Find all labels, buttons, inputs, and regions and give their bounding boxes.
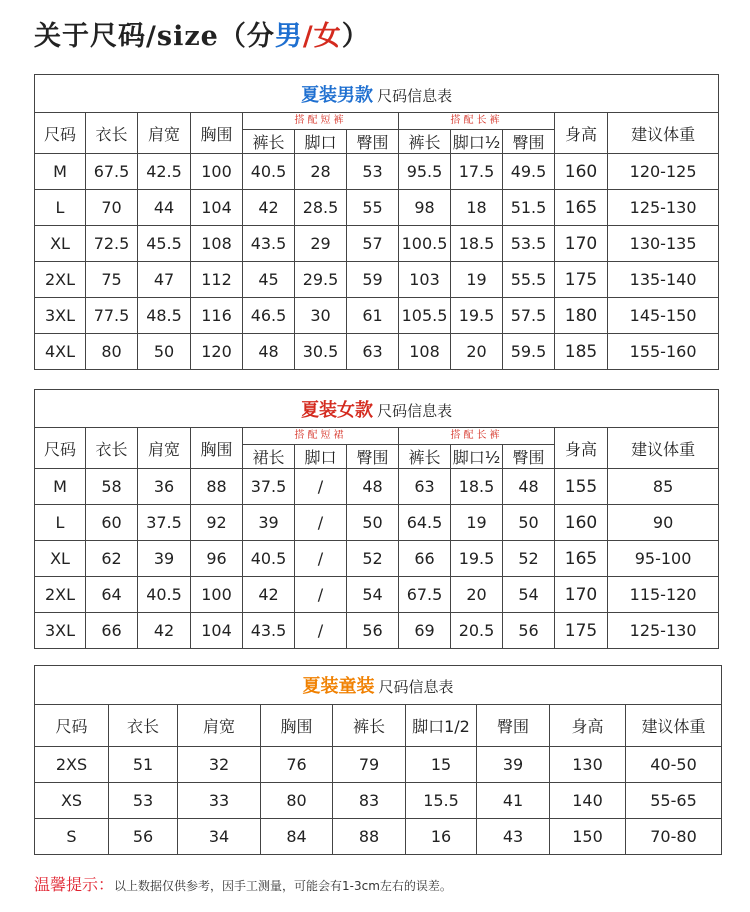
table-row xyxy=(35,154,719,190)
value-cell: 125-130 xyxy=(608,613,719,649)
title-open: （ xyxy=(218,21,247,52)
value-cell: 40-50 xyxy=(626,747,722,783)
header-cell: 尺码 xyxy=(35,113,86,154)
title-close: ） xyxy=(341,21,370,52)
value-cell: 112 xyxy=(191,262,243,298)
header-cell: 建议体重 xyxy=(626,705,722,747)
size-cell: 3XL xyxy=(35,298,86,334)
value-cell: 100 xyxy=(191,154,243,190)
size-cell: XL xyxy=(35,226,86,262)
header-cell: 裤长 xyxy=(243,130,295,154)
value-cell: 56 xyxy=(109,819,178,855)
value-cell: 59 xyxy=(347,262,399,298)
value-cell: / xyxy=(295,469,347,505)
header-cell: 臀围 xyxy=(503,445,555,469)
value-cell: 55-65 xyxy=(626,783,722,819)
header-cell: 身高 xyxy=(555,113,608,154)
table-row xyxy=(35,747,722,783)
value-cell: 70-80 xyxy=(626,819,722,855)
value-cell: 120-125 xyxy=(608,154,719,190)
value-cell: 42.5 xyxy=(138,154,191,190)
value-cell: 104 xyxy=(191,613,243,649)
header-cell: 裤长 xyxy=(333,705,406,747)
value-cell: 160 xyxy=(555,154,608,190)
men-title-colored: 夏装男款 xyxy=(301,84,374,106)
value-cell: 67.5 xyxy=(399,577,451,613)
value-cell: 40.5 xyxy=(138,577,191,613)
kids-table-title xyxy=(35,666,722,705)
value-cell: 92 xyxy=(191,505,243,541)
value-cell: 120 xyxy=(191,334,243,370)
value-cell: 33 xyxy=(178,783,261,819)
header-cell: 臀围 xyxy=(477,705,550,747)
size-cell: 2XS xyxy=(35,747,109,783)
size-cell: 4XL xyxy=(35,334,86,370)
kids-title-colored: 夏装童装 xyxy=(302,676,375,697)
women-skirt-group: 搭配短裙 xyxy=(243,428,399,445)
value-cell: 130-135 xyxy=(608,226,719,262)
value-cell: 42 xyxy=(138,613,191,649)
value-cell: 165 xyxy=(555,190,608,226)
value-cell: 55 xyxy=(347,190,399,226)
value-cell: 79 xyxy=(333,747,406,783)
value-cell: 165 xyxy=(555,541,608,577)
value-cell: 29.5 xyxy=(295,262,347,298)
value-cell: 58 xyxy=(86,469,138,505)
header-cell: 尺码 xyxy=(35,705,109,747)
value-cell: 56 xyxy=(503,613,555,649)
value-cell: 29 xyxy=(295,226,347,262)
value-cell: 80 xyxy=(86,334,138,370)
size-cell: XS xyxy=(35,783,109,819)
value-cell: 37.5 xyxy=(138,505,191,541)
header-cell: 胸围 xyxy=(191,113,243,154)
header-cell: 裤长 xyxy=(399,130,451,154)
value-cell: 175 xyxy=(555,262,608,298)
size-cell: L xyxy=(35,190,86,226)
value-cell: 105.5 xyxy=(399,298,451,334)
header-cell: 建议体重 xyxy=(608,428,719,469)
value-cell: 135-140 xyxy=(608,262,719,298)
value-cell: 80 xyxy=(261,783,333,819)
value-cell: 20 xyxy=(451,577,503,613)
header-cell: 建议体重 xyxy=(608,113,719,154)
size-cell: L xyxy=(35,505,86,541)
value-cell: 77.5 xyxy=(86,298,138,334)
table-row xyxy=(35,298,719,334)
value-cell: 45.5 xyxy=(138,226,191,262)
value-cell: 20 xyxy=(451,334,503,370)
size-cell: 2XL xyxy=(35,262,86,298)
size-cell: M xyxy=(35,154,86,190)
value-cell: 44 xyxy=(138,190,191,226)
table-row xyxy=(35,541,719,577)
value-cell: 116 xyxy=(191,298,243,334)
header-cell: 衣长 xyxy=(109,705,178,747)
value-cell: 72.5 xyxy=(86,226,138,262)
value-cell: 17.5 xyxy=(451,154,503,190)
value-cell: 20.5 xyxy=(451,613,503,649)
value-cell: / xyxy=(295,505,347,541)
value-cell: 59.5 xyxy=(503,334,555,370)
table-row xyxy=(35,190,719,226)
value-cell: 37.5 xyxy=(243,469,295,505)
table-row xyxy=(35,226,719,262)
men-size-table xyxy=(34,74,719,370)
header-cell: 胸围 xyxy=(191,428,243,469)
value-cell: 56 xyxy=(347,613,399,649)
men-long-pants-group: 搭配长裤 xyxy=(399,113,555,130)
value-cell: 66 xyxy=(86,613,138,649)
value-cell: 61 xyxy=(347,298,399,334)
value-cell: 54 xyxy=(347,577,399,613)
size-cell: S xyxy=(35,819,109,855)
value-cell: 30 xyxy=(295,298,347,334)
value-cell: 88 xyxy=(333,819,406,855)
value-cell: 15 xyxy=(406,747,477,783)
tip-lead: 温馨提示： xyxy=(34,875,115,894)
value-cell: 43.5 xyxy=(243,226,295,262)
header-cell: 脚口½ xyxy=(451,445,503,469)
table-row xyxy=(35,613,719,649)
women-title-colored: 夏装女款 xyxy=(301,399,374,421)
value-cell: 42 xyxy=(243,190,295,226)
kids-title-rest: 尺码信息表 xyxy=(378,678,454,696)
value-cell: 83 xyxy=(333,783,406,819)
header-cell: 衣长 xyxy=(86,113,138,154)
table-row xyxy=(35,334,719,370)
value-cell: 100.5 xyxy=(399,226,451,262)
value-cell: 19 xyxy=(451,505,503,541)
value-cell: 28.5 xyxy=(295,190,347,226)
value-cell: 125-130 xyxy=(608,190,719,226)
men-title-rest: 尺码信息表 xyxy=(377,86,453,105)
value-cell: 160 xyxy=(555,505,608,541)
value-cell: 155-160 xyxy=(608,334,719,370)
title-slash-2: / xyxy=(302,21,314,52)
value-cell: / xyxy=(295,541,347,577)
value-cell: 104 xyxy=(191,190,243,226)
value-cell: 64 xyxy=(86,577,138,613)
value-cell: 15.5 xyxy=(406,783,477,819)
value-cell: 175 xyxy=(555,613,608,649)
value-cell: 88 xyxy=(191,469,243,505)
value-cell: 43.5 xyxy=(243,613,295,649)
value-cell: 39 xyxy=(138,541,191,577)
value-cell: 19.5 xyxy=(451,541,503,577)
value-cell: 63 xyxy=(399,469,451,505)
header-cell: 臀围 xyxy=(347,130,399,154)
value-cell: / xyxy=(295,577,347,613)
value-cell: 130 xyxy=(550,747,626,783)
women-title-rest: 尺码信息表 xyxy=(377,401,453,420)
men-table-title xyxy=(35,75,719,113)
header-cell: 臀围 xyxy=(503,130,555,154)
header-cell: 尺码 xyxy=(35,428,86,469)
men-short-pants-group: 搭配短裤 xyxy=(243,113,399,130)
value-cell: 39 xyxy=(243,505,295,541)
women-long-pants-group: 搭配长裤 xyxy=(399,428,555,445)
table-row xyxy=(35,819,722,855)
value-cell: 51 xyxy=(109,747,178,783)
value-cell: 39 xyxy=(477,747,550,783)
warm-tip xyxy=(34,872,452,895)
value-cell: 66 xyxy=(399,541,451,577)
value-cell: 64.5 xyxy=(399,505,451,541)
women-size-table xyxy=(34,389,719,649)
value-cell: 170 xyxy=(555,577,608,613)
table-row xyxy=(35,505,719,541)
table-row xyxy=(35,577,719,613)
value-cell: / xyxy=(295,613,347,649)
value-cell: 54 xyxy=(503,577,555,613)
size-cell: XL xyxy=(35,541,86,577)
value-cell: 46.5 xyxy=(243,298,295,334)
value-cell: 18.5 xyxy=(451,469,503,505)
header-cell: 脚口 xyxy=(295,130,347,154)
tip-body: 以上数据仅供参考，因手工测量，可能会有1-3cm左右的误差。 xyxy=(114,879,452,893)
value-cell: 180 xyxy=(555,298,608,334)
header-cell: 脚口½ xyxy=(451,130,503,154)
value-cell: 19.5 xyxy=(451,298,503,334)
title-female: 女 xyxy=(313,21,342,52)
title-size: size xyxy=(156,21,219,52)
value-cell: 42 xyxy=(243,577,295,613)
header-cell: 身高 xyxy=(550,705,626,747)
value-cell: 150 xyxy=(550,819,626,855)
women-table-title xyxy=(35,390,719,428)
value-cell: 69 xyxy=(399,613,451,649)
value-cell: 95.5 xyxy=(399,154,451,190)
header-cell: 脚口1/2 xyxy=(406,705,477,747)
value-cell: 18.5 xyxy=(451,226,503,262)
page-title xyxy=(34,14,370,53)
value-cell: 34 xyxy=(178,819,261,855)
value-cell: 52 xyxy=(347,541,399,577)
title-fen: 分 xyxy=(246,21,275,52)
value-cell: 49.5 xyxy=(503,154,555,190)
value-cell: 57 xyxy=(347,226,399,262)
header-cell: 臀围 xyxy=(347,445,399,469)
value-cell: 32 xyxy=(178,747,261,783)
value-cell: 52 xyxy=(503,541,555,577)
header-cell: 肩宽 xyxy=(138,428,191,469)
value-cell: 95-100 xyxy=(608,541,719,577)
value-cell: 76 xyxy=(261,747,333,783)
value-cell: 53 xyxy=(347,154,399,190)
value-cell: 50 xyxy=(138,334,191,370)
header-cell: 肩宽 xyxy=(178,705,261,747)
table-row xyxy=(35,262,719,298)
value-cell: 57.5 xyxy=(503,298,555,334)
value-cell: 75 xyxy=(86,262,138,298)
value-cell: 108 xyxy=(399,334,451,370)
value-cell: 41 xyxy=(477,783,550,819)
header-cell: 裙长 xyxy=(243,445,295,469)
value-cell: 45 xyxy=(243,262,295,298)
size-cell: 3XL xyxy=(35,613,86,649)
value-cell: 70 xyxy=(86,190,138,226)
value-cell: 48 xyxy=(503,469,555,505)
value-cell: 145-150 xyxy=(608,298,719,334)
title-male: 男 xyxy=(274,21,303,52)
value-cell: 60 xyxy=(86,505,138,541)
value-cell: 28 xyxy=(295,154,347,190)
value-cell: 155 xyxy=(555,469,608,505)
value-cell: 53 xyxy=(109,783,178,819)
value-cell: 43 xyxy=(477,819,550,855)
value-cell: 48 xyxy=(347,469,399,505)
header-cell: 肩宽 xyxy=(138,113,191,154)
header-cell: 身高 xyxy=(555,428,608,469)
value-cell: 40.5 xyxy=(243,541,295,577)
header-cell: 胸围 xyxy=(261,705,333,747)
value-cell: 90 xyxy=(608,505,719,541)
value-cell: 100 xyxy=(191,577,243,613)
value-cell: 47 xyxy=(138,262,191,298)
value-cell: 48 xyxy=(243,334,295,370)
header-cell: 裤长 xyxy=(399,445,451,469)
value-cell: 67.5 xyxy=(86,154,138,190)
header-cell: 衣长 xyxy=(86,428,138,469)
value-cell: 51.5 xyxy=(503,190,555,226)
value-cell: 30.5 xyxy=(295,334,347,370)
value-cell: 84 xyxy=(261,819,333,855)
value-cell: 55.5 xyxy=(503,262,555,298)
value-cell: 96 xyxy=(191,541,243,577)
value-cell: 36 xyxy=(138,469,191,505)
value-cell: 103 xyxy=(399,262,451,298)
value-cell: 18 xyxy=(451,190,503,226)
value-cell: 50 xyxy=(503,505,555,541)
value-cell: 63 xyxy=(347,334,399,370)
value-cell: 185 xyxy=(555,334,608,370)
table-row xyxy=(35,783,722,819)
value-cell: 16 xyxy=(406,819,477,855)
value-cell: 62 xyxy=(86,541,138,577)
value-cell: 48.5 xyxy=(138,298,191,334)
value-cell: 170 xyxy=(555,226,608,262)
title-slash: / xyxy=(146,21,157,52)
size-cell: 2XL xyxy=(35,577,86,613)
value-cell: 53.5 xyxy=(503,226,555,262)
value-cell: 115-120 xyxy=(608,577,719,613)
value-cell: 50 xyxy=(347,505,399,541)
title-prefix: 关于尺码 xyxy=(34,21,146,52)
value-cell: 19 xyxy=(451,262,503,298)
size-cell: M xyxy=(35,469,86,505)
header-cell: 脚口 xyxy=(295,445,347,469)
value-cell: 108 xyxy=(191,226,243,262)
value-cell: 98 xyxy=(399,190,451,226)
kids-size-table xyxy=(34,665,722,855)
value-cell: 85 xyxy=(608,469,719,505)
value-cell: 40.5 xyxy=(243,154,295,190)
table-row xyxy=(35,469,719,505)
value-cell: 140 xyxy=(550,783,626,819)
